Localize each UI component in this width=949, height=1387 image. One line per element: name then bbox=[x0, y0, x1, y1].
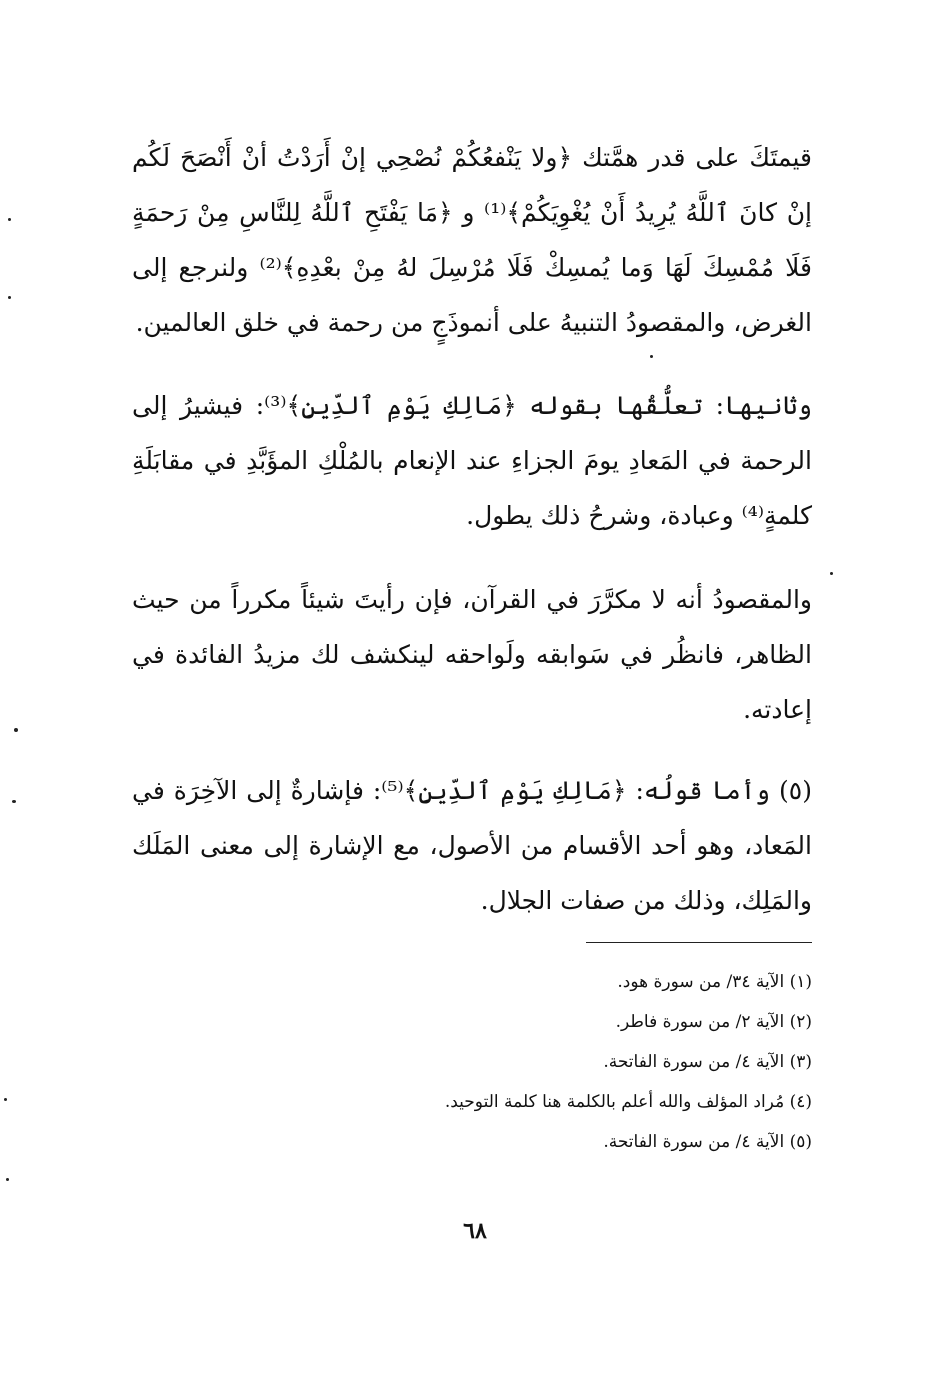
paragraph-4: (٥) وأما قولُه: ﴿مَالِكِ يَوْمِ ٱلدِّينِ﴾⁽⁵⁾: فإشارةٌ إلى الآخِرَة في المَعاد، وهو أحد الأقسام من الأصول، مع الإشارة إلى معنى المَلَك والمَلِك، وذلك من صفات الجلال. bbox=[132, 776, 812, 915]
footnote-5: (٥) الآية ٤/ من سورة الفاتحة. bbox=[603, 1132, 812, 1152]
footnote-separator bbox=[586, 942, 812, 943]
paragraph-1: قيمتَكَ على قدر همَّتك ﴿ولا يَنْفعُكُمْ نُصْحِي إنْ أَرَدْتُ أنْ أَنْصَحَ لَكُم إنْ كانَ ٱللَّهُ يُرِيدُ أَنْ يُغْوِيَكُمْ﴾⁽¹⁾ و ﴿مَا يَفْتَحِ ٱللَّهُ لِلنَّاسِ مِنْ رَحمَةٍ فَلَا مُمْسِكَ لَهَا وَما يُمسِكْ فَلَا مُرْسِلَ لهُ مِنْ بعْدِهِ﴾⁽²⁾ ولنرجع إلى الغرض، والمقصودُ التنبيهُ على أنموذَجٍ من رحمة في خلق العالمين. bbox=[132, 143, 812, 337]
scan-speck bbox=[12, 800, 16, 803]
scan-speck bbox=[4, 1098, 7, 1101]
footnotes-list bbox=[300, 962, 812, 1162]
footnote-4: (٤) مُراد المؤلف والله أعلم بالكلمة هنا كلمة التوحيد. bbox=[444, 1092, 812, 1112]
footnote-2: (٢) الآية ٢/ من سورة فاطر. bbox=[615, 1012, 812, 1032]
scan-speck bbox=[8, 296, 11, 299]
page-number: ٦٨ bbox=[463, 1218, 487, 1244]
scan-speck bbox=[830, 572, 833, 575]
paragraph-3: والمقصودُ أنه لا مكرَّرَ في القرآن، فإن رأيتَ شيئاً مكرراً من حيث الظاهر، فانظُر في سَوابقه ولَواحقه لينكشف لك مزيدُ الفائدة في إعادته. bbox=[132, 585, 812, 724]
footnote-3: (٣) الآية ٤/ من سورة الفاتحة. bbox=[603, 1052, 812, 1072]
scan-speck bbox=[8, 218, 11, 221]
scan-speck bbox=[14, 728, 18, 732]
scan-speck bbox=[6, 1178, 9, 1181]
paragraph-2: وثانيها: تعلُّقُها بقوله ﴿مَالِكِ يَوْمِ ٱلدِّينِ﴾⁽³⁾: فيشيرُ إلى الرحمة في المَعادِ يومَ الجزاءِ عند الإنعام بالمُلْكِ المؤَبَّدِ في مقابَلَةِ كلمةٍ⁽⁴⁾ وعبادة، وشرحُ ذلك يطول. bbox=[132, 391, 812, 530]
footnote-1: (١) الآية ٣٤/ من سورة هود. bbox=[617, 972, 812, 992]
scan-speck bbox=[650, 355, 653, 358]
